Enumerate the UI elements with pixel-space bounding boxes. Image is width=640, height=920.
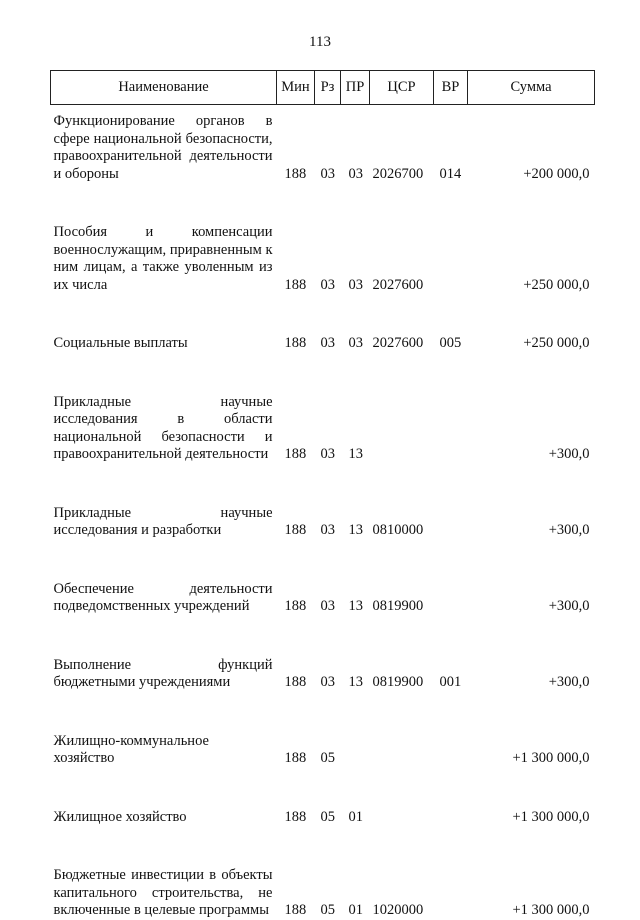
row-name: Бюджетные инвестиции в объекты капитального строительства, не включенные в целевые программы <box>53 867 273 918</box>
row-vr <box>434 505 468 540</box>
table-row <box>51 809 595 827</box>
row-sum: +250 000,0 <box>523 276 590 293</box>
row-csr: 2027600 <box>372 276 424 293</box>
row-sum: +300,0 <box>548 446 590 462</box>
row-vr: 014 <box>439 165 462 182</box>
row-pr: 13 <box>348 674 363 690</box>
row-min: 188 <box>284 446 307 462</box>
row-vr: 005 <box>439 335 462 351</box>
row-vr <box>434 809 468 827</box>
table-row <box>51 581 595 616</box>
row-csr <box>370 394 434 464</box>
table-row <box>51 335 595 353</box>
row-vr <box>434 733 468 768</box>
row-sum: +200 000,0 <box>523 165 590 182</box>
row-pr: 03 <box>348 276 363 293</box>
row-pr: 13 <box>348 446 363 462</box>
row-pr: 13 <box>348 598 363 614</box>
row-min: 188 <box>284 335 307 351</box>
row-csr <box>370 733 434 768</box>
row-min: 188 <box>284 902 307 918</box>
row-csr <box>370 809 434 827</box>
row-rz: 03 <box>320 446 335 462</box>
row-min: 188 <box>284 598 307 614</box>
row-rz: 05 <box>320 750 335 766</box>
row-vr: 001 <box>439 674 462 690</box>
table-row <box>51 113 595 183</box>
row-rz: 05 <box>320 808 335 825</box>
table-row <box>51 394 595 464</box>
row-pr <box>341 733 370 768</box>
header-csr: ЦСР <box>370 71 434 105</box>
row-sum: +1 300 000,0 <box>512 750 590 766</box>
row-pr: 01 <box>348 808 363 825</box>
row-min: 188 <box>284 165 307 182</box>
header-rz: Рз <box>315 71 341 105</box>
row-rz: 03 <box>320 276 335 293</box>
row-name: Жилищное хозяйство <box>53 808 187 825</box>
row-min: 188 <box>284 808 307 825</box>
row-min: 188 <box>284 750 307 766</box>
row-csr: 0819900 <box>372 674 424 690</box>
table-row <box>51 733 595 768</box>
row-pr: 01 <box>348 902 363 918</box>
row-min: 188 <box>284 276 307 293</box>
row-min: 188 <box>284 522 307 538</box>
row-pr: 13 <box>348 522 363 538</box>
row-name: Выполнение функций бюджетными учреждениями <box>53 656 273 690</box>
row-csr: 1020000 <box>372 902 424 918</box>
row-rz: 03 <box>320 598 335 614</box>
row-name: Прикладные научные исследования в области национальной безопасности и правоохранительной деятельности <box>53 393 273 462</box>
table-row <box>51 657 595 692</box>
row-name: Функционирование органов в сфере национальной безопасности, правоохранительной деятельности и обороны <box>53 113 273 182</box>
row-sum: +1 300 000,0 <box>512 808 590 825</box>
header-vr: ВР <box>434 71 468 105</box>
row-rz: 03 <box>320 335 335 351</box>
row-min: 188 <box>284 674 307 690</box>
header-sum: Сумма <box>468 71 595 105</box>
row-vr <box>434 581 468 616</box>
row-vr <box>434 224 468 294</box>
row-rz: 03 <box>320 522 335 538</box>
row-sum: +300,0 <box>548 522 590 538</box>
row-csr: 2027600 <box>372 335 424 351</box>
table-row <box>51 505 595 540</box>
table-row <box>51 867 595 920</box>
table-header-row <box>51 71 595 105</box>
row-vr <box>434 867 468 920</box>
row-pr: 03 <box>348 165 363 182</box>
row-rz: 03 <box>320 674 335 690</box>
row-name: Социальные выплаты <box>53 335 188 351</box>
page-number: 113 <box>309 34 331 50</box>
row-csr: 2026700 <box>372 165 424 182</box>
header-name: Наименование <box>51 71 277 105</box>
row-csr: 0810000 <box>372 522 424 538</box>
row-rz: 05 <box>320 902 335 918</box>
header-min: Мин <box>277 71 315 105</box>
row-name: Прикладные научные исследования и разработки <box>53 504 273 538</box>
row-sum: +300,0 <box>548 674 590 690</box>
row-name: Жилищно-коммунальное хозяйство <box>53 732 209 766</box>
row-csr: 0819900 <box>372 598 424 614</box>
row-sum: +300,0 <box>548 598 590 614</box>
header-pr: ПР <box>341 71 370 105</box>
table-row <box>51 224 595 294</box>
row-sum: +1 300 000,0 <box>512 902 590 918</box>
row-pr: 03 <box>348 335 363 351</box>
row-name: Обеспечение деятельности подведомственных учреждений <box>53 580 273 614</box>
row-vr <box>434 394 468 464</box>
row-name: Пособия и компенсации военнослужащим, приравненным к ним лицам, а также уволенным из их числа <box>53 224 273 293</box>
row-sum: +250 000,0 <box>523 335 590 351</box>
row-rz: 03 <box>320 165 335 182</box>
budget-table <box>50 70 595 920</box>
